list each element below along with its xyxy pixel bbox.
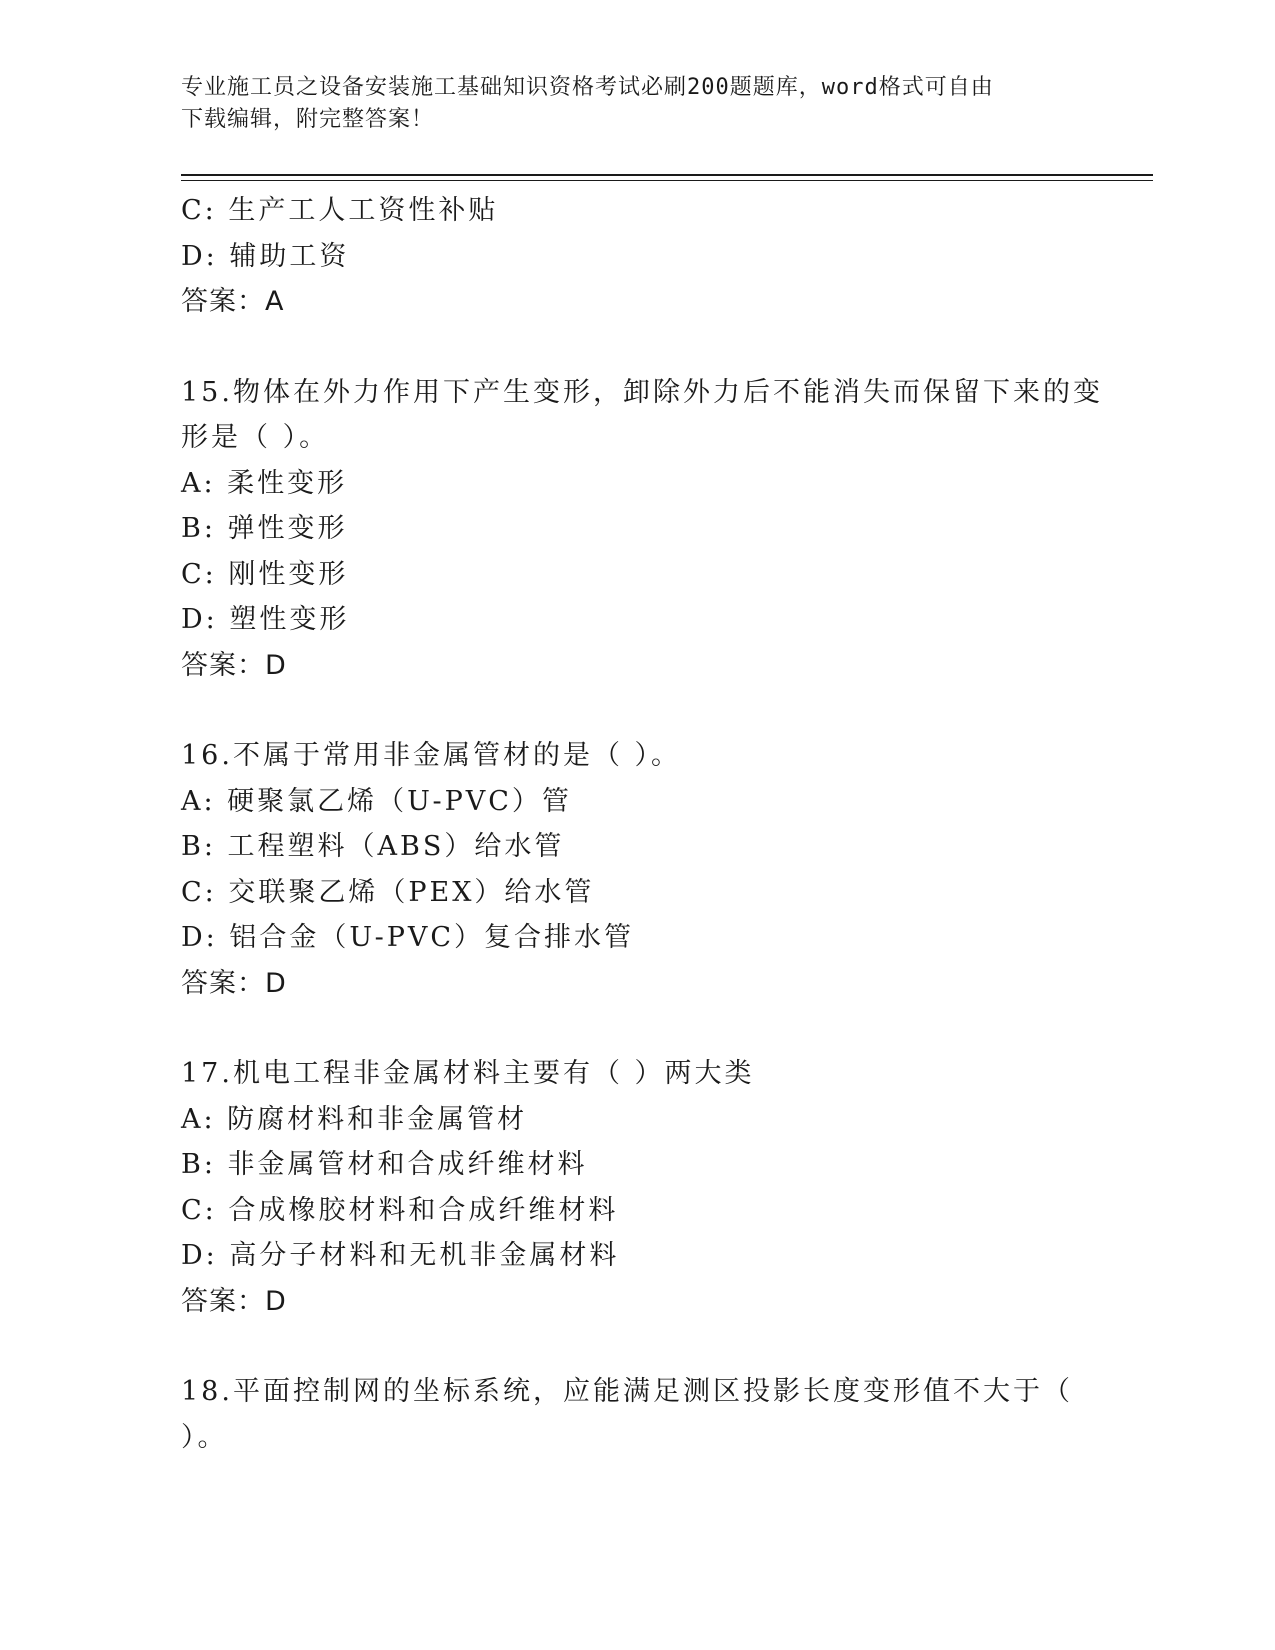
option-a: A: 硬聚氯乙烯（U-PVC）管: [181, 785, 572, 817]
question-stem: 18.平面控制网的坐标系统，应能满足测区投影长度变形值不大于（: [181, 1376, 1073, 1407]
header-divider-thick: [181, 174, 1153, 176]
option-a: A: 防腐材料和非金属管材: [181, 1103, 528, 1135]
document-header: [181, 72, 1041, 136]
option-a: A: 柔性变形: [181, 467, 348, 499]
option-d: D: 辅助工资: [181, 240, 350, 272]
option-d: D: 铝合金（U-PVC）复合排水管: [181, 922, 635, 953]
option-c: C: 合成橡胶材料和合成纤维材料: [181, 1194, 619, 1226]
answer-line: 答案：D: [181, 967, 287, 999]
answer-line: 答案：A: [181, 286, 285, 317]
option-c: C: 交联聚乙烯（PEX）给水管: [181, 876, 595, 908]
option-c: C: 生产工人工资性补贴: [181, 195, 499, 226]
header-line-1: 专业施工员之设备安装施工基础知识资格考试必刷200题题库，word格式可自由: [181, 75, 994, 100]
option-b: B: 弹性变形: [181, 513, 348, 544]
question-stem: ）。: [181, 1421, 228, 1453]
option-b: B: 非金属管材和合成纤维材料: [181, 1149, 588, 1180]
option-d: D: 塑性变形: [181, 604, 350, 635]
question-16: [181, 733, 1061, 1006]
question-list: [181, 188, 1103, 1460]
option-c: C: 刚性变形: [181, 558, 349, 590]
header-divider-thin: [181, 180, 1153, 181]
question-18: [181, 1369, 1073, 1460]
answer-line: 答案：D: [181, 1285, 287, 1317]
header-line-2: 下载编辑，附完整答案！: [181, 107, 435, 132]
question-stem: 形是（ ）。: [181, 422, 330, 453]
question-14-continuation: [181, 188, 1061, 325]
question-stem: 16.不属于常用非金属管材的是（ ）。: [181, 740, 682, 771]
question-15: [181, 370, 1103, 689]
answer-line: 答案：D: [181, 649, 287, 681]
question-stem: 17.机电工程非金属材料主要有（ ）两大类: [181, 1058, 755, 1089]
option-d: D: 高分子材料和无机非金属材料: [181, 1240, 620, 1271]
option-b: B: 工程塑料（ABS）给水管: [181, 831, 565, 862]
question-stem: 15.物体在外力作用下产生变形，卸除外力后不能消失而保留下来的变: [181, 376, 1103, 408]
question-17: [181, 1051, 1061, 1324]
